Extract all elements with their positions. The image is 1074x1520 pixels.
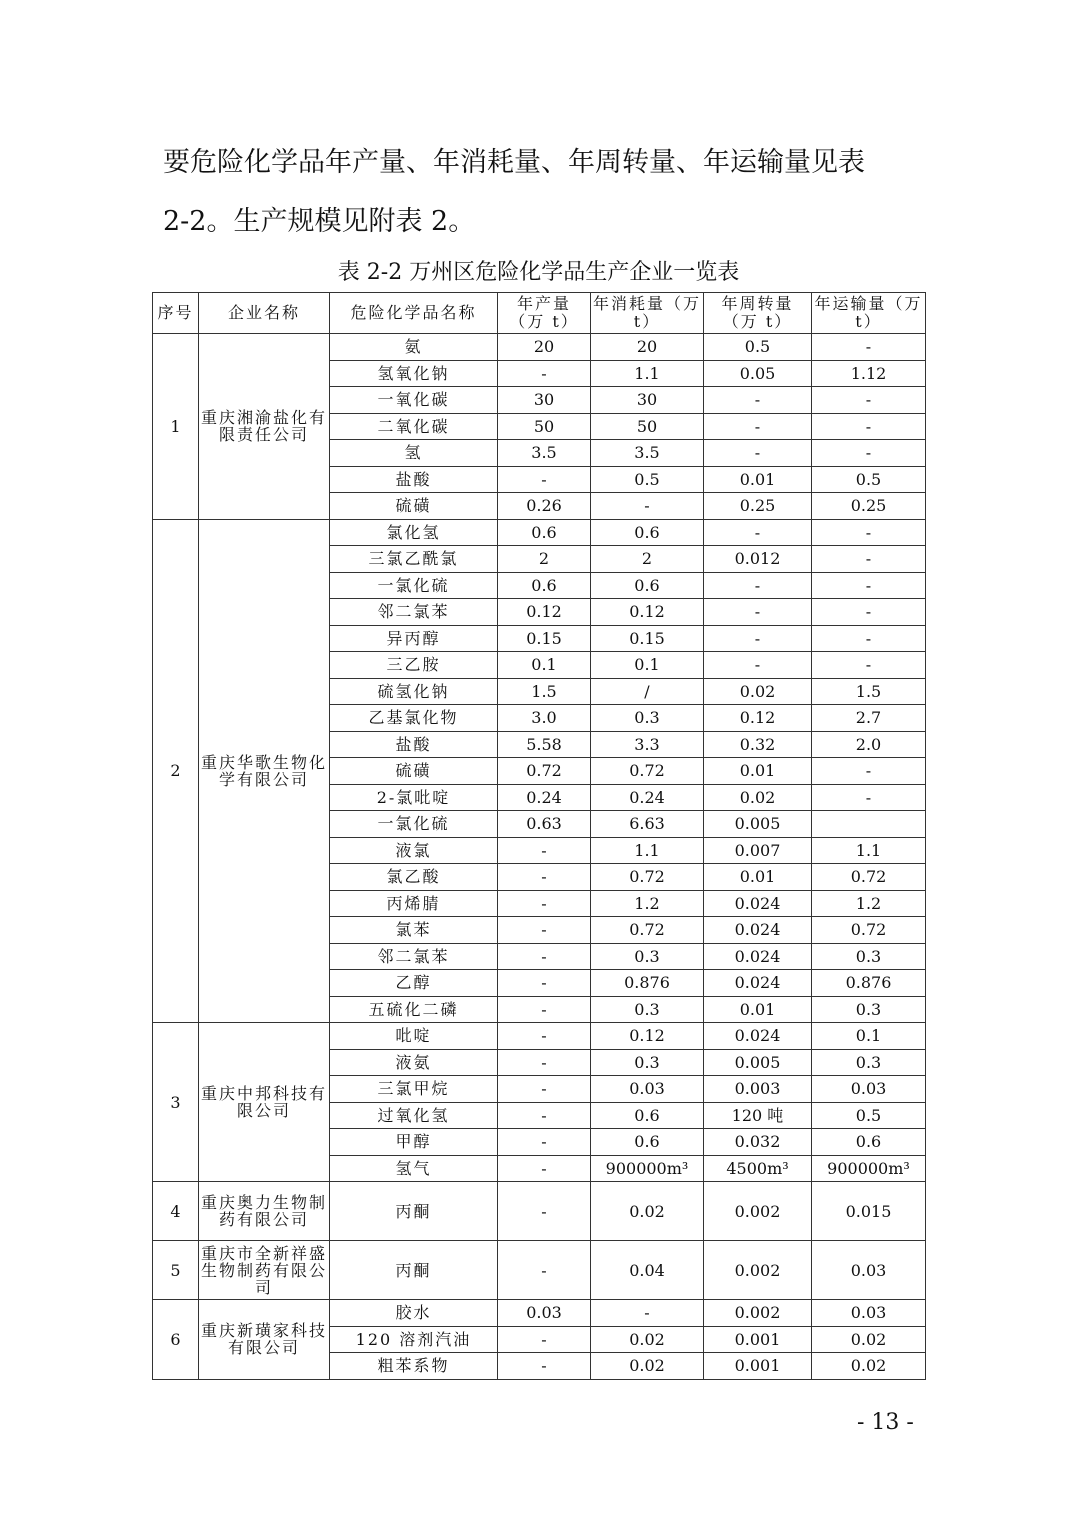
cell-chemical: 氯乙酸	[330, 864, 498, 891]
cell-chemical: 液氯	[330, 837, 498, 864]
cell-turnover: 0.024	[704, 1023, 812, 1050]
cell-production: 0.12	[498, 599, 591, 626]
cell-production: 0.15	[498, 625, 591, 652]
cell-transport: 900000m³	[812, 1155, 926, 1182]
cell-transport: 0.5	[812, 466, 926, 493]
cell-transport: -	[812, 572, 926, 599]
cell-production: 0.03	[498, 1300, 591, 1327]
intro-paragraph	[163, 143, 923, 242]
cell-production: 0.6	[498, 519, 591, 546]
cell-company: 重庆奥力生物制药有限公司	[199, 1182, 330, 1241]
cell-transport: -	[812, 519, 926, 546]
table-row	[153, 1300, 926, 1327]
cell-chemical: 丙酮	[330, 1241, 498, 1300]
cell-turnover: 0.032	[704, 1129, 812, 1156]
cell-chemical: 丙烯腈	[330, 890, 498, 917]
table-row	[153, 519, 926, 546]
cell-production: -	[498, 1241, 591, 1300]
cell-production: 3.5	[498, 440, 591, 467]
cell-turnover: 0.003	[704, 1076, 812, 1103]
cell-chemical: 氢气	[330, 1155, 498, 1182]
table-row	[153, 1241, 926, 1300]
cell-transport: 1.1	[812, 837, 926, 864]
cell-production: -	[498, 1326, 591, 1353]
cell-seq: 5	[153, 1241, 199, 1300]
cell-turnover: 0.012	[704, 546, 812, 573]
cell-turnover: 0.02	[704, 678, 812, 705]
cell-turnover: 0.024	[704, 970, 812, 997]
cell-chemical: 粗苯系物	[330, 1353, 498, 1380]
cell-turnover: 0.32	[704, 731, 812, 758]
cell-consumption: 0.24	[591, 784, 704, 811]
cell-transport: -	[812, 440, 926, 467]
cell-consumption: -	[591, 493, 704, 520]
cell-turnover: 0.005	[704, 1049, 812, 1076]
cell-transport: 0.5	[812, 1102, 926, 1129]
cell-production: -	[498, 837, 591, 864]
cell-transport: 2.0	[812, 731, 926, 758]
cell-production: 2	[498, 546, 591, 573]
cell-production: 50	[498, 413, 591, 440]
cell-transport: 1.2	[812, 890, 926, 917]
cell-consumption: 0.6	[591, 1129, 704, 1156]
cell-consumption: 2	[591, 546, 704, 573]
cell-transport: 0.3	[812, 943, 926, 970]
cell-chemical: 过氧化氢	[330, 1102, 498, 1129]
intro-line-1: 要危险化学品年产量、年消耗量、年周转量、年运输量见表	[163, 147, 865, 178]
cell-chemical: 邻二氯苯	[330, 599, 498, 626]
cell-turnover: 0.002	[704, 1241, 812, 1300]
cell-production: -	[498, 996, 591, 1023]
cell-transport: 0.72	[812, 864, 926, 891]
cell-chemical: 120 溶剂汽油	[330, 1326, 498, 1353]
cell-consumption: 1.1	[591, 837, 704, 864]
cell-production: -	[498, 1023, 591, 1050]
cell-transport: 0.72	[812, 917, 926, 944]
cell-turnover: 0.001	[704, 1326, 812, 1353]
cell-turnover: -	[704, 599, 812, 626]
cell-turnover: 0.001	[704, 1353, 812, 1380]
cell-consumption: 0.04	[591, 1241, 704, 1300]
cell-seq: 2	[153, 519, 199, 1023]
table-row	[153, 1023, 926, 1050]
cell-consumption: 0.03	[591, 1076, 704, 1103]
cell-transport: -	[812, 546, 926, 573]
cell-turnover: -	[704, 519, 812, 546]
cell-production: -	[498, 1129, 591, 1156]
cell-transport: 0.876	[812, 970, 926, 997]
cell-transport: 0.6	[812, 1129, 926, 1156]
cell-turnover: 0.01	[704, 758, 812, 785]
cell-transport: 0.3	[812, 996, 926, 1023]
cell-production: 5.58	[498, 731, 591, 758]
cell-consumption: 3.5	[591, 440, 704, 467]
cell-consumption: 0.72	[591, 864, 704, 891]
header-company: 企业名称	[199, 293, 330, 334]
cell-transport: 0.3	[812, 1049, 926, 1076]
cell-turnover: 0.12	[704, 705, 812, 732]
cell-chemical: 三氯乙酰氯	[330, 546, 498, 573]
cell-production: -	[498, 1155, 591, 1182]
cell-consumption: 0.15	[591, 625, 704, 652]
cell-consumption: 0.6	[591, 1102, 704, 1129]
cell-chemical: 一氧化碳	[330, 387, 498, 414]
cell-turnover: 0.5	[704, 334, 812, 361]
header-production: 年产量（万 t）	[498, 293, 591, 334]
cell-chemical: 氢	[330, 440, 498, 467]
cell-seq: 1	[153, 334, 199, 520]
cell-production: -	[498, 360, 591, 387]
cell-transport: 0.015	[812, 1182, 926, 1241]
intro-line-2: 2-2。生产规模见附表 2。	[163, 206, 476, 237]
cell-transport: -	[812, 784, 926, 811]
table-row	[153, 1182, 926, 1241]
cell-turnover: 0.01	[704, 466, 812, 493]
cell-turnover: 0.002	[704, 1300, 812, 1327]
cell-chemical: 盐酸	[330, 466, 498, 493]
cell-turnover: 0.02	[704, 784, 812, 811]
cell-chemical: 硫磺	[330, 758, 498, 785]
cell-transport: 1.12	[812, 360, 926, 387]
cell-production: -	[498, 864, 591, 891]
cell-transport: -	[812, 652, 926, 679]
cell-consumption: 3.3	[591, 731, 704, 758]
page-number: - 13 -	[857, 1410, 914, 1435]
header-seq: 序号	[153, 293, 199, 334]
cell-turnover: 0.024	[704, 943, 812, 970]
cell-production: 30	[498, 387, 591, 414]
cell-seq: 4	[153, 1182, 199, 1241]
cell-turnover: 0.01	[704, 864, 812, 891]
table-row	[153, 334, 926, 361]
cell-consumption: 0.12	[591, 599, 704, 626]
cell-company: 重庆湘渝盐化有限责任公司	[199, 334, 330, 520]
cell-consumption: /	[591, 678, 704, 705]
cell-seq: 6	[153, 1300, 199, 1380]
cell-chemical: 三乙胺	[330, 652, 498, 679]
cell-consumption: 0.3	[591, 1049, 704, 1076]
cell-production: -	[498, 1076, 591, 1103]
cell-turnover: -	[704, 652, 812, 679]
cell-chemical: 二氧化碳	[330, 413, 498, 440]
cell-production: 0.6	[498, 572, 591, 599]
cell-turnover: -	[704, 387, 812, 414]
cell-production: -	[498, 1182, 591, 1241]
cell-consumption: 0.876	[591, 970, 704, 997]
header-consumption: 年消耗量（万 t）	[591, 293, 704, 334]
cell-transport: 0.1	[812, 1023, 926, 1050]
cell-chemical: 硫氢化钠	[330, 678, 498, 705]
cell-chemical: 氨	[330, 334, 498, 361]
cell-consumption: 6.63	[591, 811, 704, 838]
cell-turnover: -	[704, 625, 812, 652]
cell-chemical: 吡啶	[330, 1023, 498, 1050]
chemicals-table	[152, 292, 926, 1380]
cell-consumption: 0.02	[591, 1326, 704, 1353]
cell-production: -	[498, 917, 591, 944]
cell-transport: -	[812, 625, 926, 652]
cell-company: 重庆新璜家科技有限公司	[199, 1300, 330, 1380]
cell-consumption: 0.6	[591, 519, 704, 546]
cell-transport: 0.03	[812, 1076, 926, 1103]
cell-chemical: 氯苯	[330, 917, 498, 944]
cell-chemical: 硫磺	[330, 493, 498, 520]
cell-production: 0.26	[498, 493, 591, 520]
cell-turnover: 0.01	[704, 996, 812, 1023]
cell-transport: -	[812, 387, 926, 414]
cell-turnover: 0.024	[704, 917, 812, 944]
cell-turnover: 120 吨	[704, 1102, 812, 1129]
cell-seq: 3	[153, 1023, 199, 1182]
cell-chemical: 氢氧化钠	[330, 360, 498, 387]
cell-chemical: 异丙醇	[330, 625, 498, 652]
cell-turnover: 0.007	[704, 837, 812, 864]
cell-consumption: -	[591, 1300, 704, 1327]
cell-transport: -	[812, 413, 926, 440]
cell-chemical: 2-氯吡啶	[330, 784, 498, 811]
cell-production: -	[498, 1353, 591, 1380]
cell-consumption: 0.3	[591, 943, 704, 970]
cell-consumption: 30	[591, 387, 704, 414]
cell-consumption: 1.2	[591, 890, 704, 917]
cell-chemical: 氯化氢	[330, 519, 498, 546]
cell-transport: 0.03	[812, 1300, 926, 1327]
cell-transport: -	[812, 599, 926, 626]
cell-chemical: 甲醇	[330, 1129, 498, 1156]
cell-turnover: -	[704, 413, 812, 440]
cell-turnover: 4500m³	[704, 1155, 812, 1182]
cell-turnover: -	[704, 440, 812, 467]
cell-consumption: 0.3	[591, 996, 704, 1023]
cell-transport: -	[812, 758, 926, 785]
cell-transport: 2.7	[812, 705, 926, 732]
cell-turnover: 0.005	[704, 811, 812, 838]
cell-consumption: 50	[591, 413, 704, 440]
cell-chemical: 三氯甲烷	[330, 1076, 498, 1103]
cell-transport: 1.5	[812, 678, 926, 705]
cell-consumption: 0.6	[591, 572, 704, 599]
cell-consumption: 0.5	[591, 466, 704, 493]
cell-consumption: 0.02	[591, 1182, 704, 1241]
cell-consumption: 20	[591, 334, 704, 361]
cell-turnover: 0.024	[704, 890, 812, 917]
cell-consumption: 0.72	[591, 917, 704, 944]
cell-company: 重庆市全新祥盛生物制药有限公司	[199, 1241, 330, 1300]
cell-chemical: 邻二氯苯	[330, 943, 498, 970]
cell-chemical: 五硫化二磷	[330, 996, 498, 1023]
cell-consumption: 0.02	[591, 1353, 704, 1380]
header-transport: 年运输量（万 t）	[812, 293, 926, 334]
cell-chemical: 一氯化硫	[330, 811, 498, 838]
cell-chemical: 一氯化硫	[330, 572, 498, 599]
cell-production: 20	[498, 334, 591, 361]
cell-chemical: 丙酮	[330, 1182, 498, 1241]
cell-production: 0.24	[498, 784, 591, 811]
cell-company: 重庆中邦科技有限公司	[199, 1023, 330, 1182]
cell-consumption: 0.3	[591, 705, 704, 732]
cell-transport: 0.02	[812, 1353, 926, 1380]
header-turnover: 年周转量（万 t）	[704, 293, 812, 334]
cell-transport: 0.25	[812, 493, 926, 520]
cell-company: 重庆华歌生物化学有限公司	[199, 519, 330, 1023]
cell-consumption: 900000m³	[591, 1155, 704, 1182]
table-header-row	[153, 293, 926, 334]
cell-production: -	[498, 890, 591, 917]
cell-production: 1.5	[498, 678, 591, 705]
cell-consumption: 0.12	[591, 1023, 704, 1050]
cell-chemical: 乙基氯化物	[330, 705, 498, 732]
cell-transport: 0.03	[812, 1241, 926, 1300]
cell-chemical: 乙醇	[330, 970, 498, 997]
cell-transport: -	[812, 334, 926, 361]
cell-production: -	[498, 466, 591, 493]
cell-chemical: 盐酸	[330, 731, 498, 758]
cell-consumption: 1.1	[591, 360, 704, 387]
cell-production: -	[498, 1049, 591, 1076]
cell-production: -	[498, 970, 591, 997]
cell-turnover: 0.25	[704, 493, 812, 520]
cell-production: 0.63	[498, 811, 591, 838]
cell-chemical: 胶水	[330, 1300, 498, 1327]
table-caption: 表 2-2 万州区危险化学品生产企业一览表	[337, 260, 740, 285]
cell-production: 3.0	[498, 705, 591, 732]
cell-turnover: 0.002	[704, 1182, 812, 1241]
table-body	[153, 334, 926, 1380]
cell-production: 0.1	[498, 652, 591, 679]
cell-transport: 0.02	[812, 1326, 926, 1353]
cell-turnover: 0.05	[704, 360, 812, 387]
cell-turnover: -	[704, 572, 812, 599]
cell-production: -	[498, 943, 591, 970]
header-chemical: 危险化学品名称	[330, 293, 498, 334]
cell-chemical: 液氨	[330, 1049, 498, 1076]
cell-transport	[812, 811, 926, 838]
cell-consumption: 0.1	[591, 652, 704, 679]
cell-production: -	[498, 1102, 591, 1129]
cell-consumption: 0.72	[591, 758, 704, 785]
cell-production: 0.72	[498, 758, 591, 785]
